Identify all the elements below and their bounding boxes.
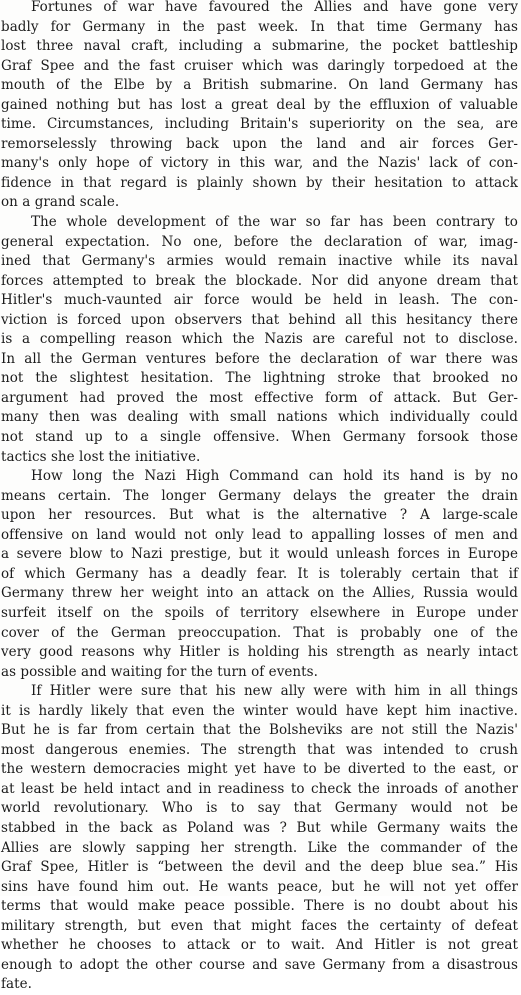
text-line: Hitler's much-vaunted air force would be held in leash. The con- [1, 292, 518, 309]
text-line: surfeit itself on the spoils of territory elsewhere in Europe under [1, 604, 518, 621]
text-line: very good reasons why Hitler is holding his strength as nearly intact [1, 644, 518, 661]
text-line: not the slightest hesitation. The lightning stroke that brooked no [1, 370, 518, 387]
text-line: enough to adopt the other course and save Germany from a disastrous [1, 956, 518, 973]
text-line: forces attempted to break the blockade. Nor did anyone dream that [1, 272, 518, 289]
paragraph [1, 467, 518, 682]
text-line: badly for Germany in the past week. In that time Germany has [1, 18, 518, 35]
text-line: In all the German ventures before the declaration of war there was [1, 350, 518, 367]
text-line: many's only hope of victory in this war, and the Nazis' lack of con- [1, 155, 518, 172]
text-line: ined that Germany's armies would remain inactive while its naval [1, 253, 518, 270]
text-line: How long the Nazi High Command can hold its hand is by no [31, 468, 518, 485]
text-line: Graf Spee, Hitler is “between the devil and the deep blue sea.” His [1, 859, 518, 876]
text-line: military strength, but even that might faces the certainty of defeat [1, 917, 518, 934]
text-line: time. Circumstances, including Britain's superiority on the sea, are [1, 116, 518, 133]
text-line: viction is forced upon observers that behind all this hesitancy there [1, 311, 518, 328]
paragraph [1, 682, 518, 995]
text-line: remorselessly throwing back upon the land and air forces Ger- [1, 135, 518, 152]
text-line: general expectation. No one, before the declaration of war, imag- [1, 233, 518, 250]
text-line: Germany threw her weight into an attack on the Allies, Russia would [1, 585, 518, 602]
text-line: world revolutionary. Who is to say that Germany would not be [1, 800, 518, 817]
text-line: not stand up to a single offensive. When Germany forsook those [1, 429, 518, 446]
text-line: terms that would make peace possible. There is no doubt about his [1, 898, 518, 915]
text-line: the western democracies might yet have to be diverted to the east, or [1, 761, 518, 778]
text-line: of which Germany has a deadly fear. It is tolerably certain that if [1, 565, 518, 582]
text-line: cover of the German preoccupation. That is probably one of the [1, 624, 518, 641]
text-line: means certain. The longer Germany delays the greater the drain [1, 487, 518, 504]
text-line: lost three naval craft, including a submarine, the pocket battleship [1, 38, 518, 55]
text-line: mouth of the Elbe by a British submarine. On land Germany has [1, 77, 518, 94]
text-line: argument had proved the most effective form of attack. But Ger- [1, 389, 518, 406]
text-line: fidence in that regard is plainly shown by their hesitation to attack [1, 174, 518, 191]
editorial-article [1, 0, 518, 995]
text-line: Fortunes of war have favoured the Allies and have gone very [31, 0, 518, 15]
text-line: Graf Spee and the fast cruiser which was daringly torpedoed at the [1, 57, 518, 74]
text-line: tactics she lost the initiative. [1, 448, 201, 465]
text-line: Allies are slowly sapping her strength. Like the commander of the [1, 839, 518, 856]
text-line: offensive on land would not only lead to appalling losses of men and [1, 526, 518, 543]
paragraph [1, 213, 518, 467]
text-line: a severe blow to Nazi prestige, but it would unleash forces in Europe [1, 546, 518, 563]
text-line: as possible and waiting for the turn of events. [1, 663, 318, 680]
text-line: most dangerous enemies. The strength that was intended to crush [1, 741, 518, 758]
text-line: fate. [1, 976, 33, 993]
text-line: it is hardly likely that even the winter would have kept him inactive. [1, 702, 518, 719]
text-line: upon her resources. But what is the alternative ? A large-scale [1, 507, 518, 524]
paragraph [1, 0, 518, 213]
text-line: The whole development of the war so far has been contrary to [31, 214, 518, 231]
text-line: stabbed in the back as Poland was ? But while Germany waits the [1, 819, 518, 836]
text-line: gained nothing but has lost a great deal by the effluxion of valuable [1, 96, 518, 113]
text-line: many then was dealing with small nations which individually could [1, 409, 518, 426]
text-line: whether he chooses to attack or to wait. And Hitler is not great [1, 937, 518, 954]
text-line: If Hitler were sure that his new ally were with him in all things [31, 683, 518, 700]
text-line: sins have found him out. He wants peace, but he will not yet offer [1, 878, 518, 895]
text-line: on a grand scale. [1, 194, 120, 211]
text-line: is a compelling reason which the Nazis are careful not to disclose. [1, 331, 518, 348]
text-line: But he is far from certain that the Bolsheviks are not still the Nazis' [1, 722, 518, 739]
text-line: at least be held intact and in readiness to check the inroads of another [1, 780, 518, 797]
